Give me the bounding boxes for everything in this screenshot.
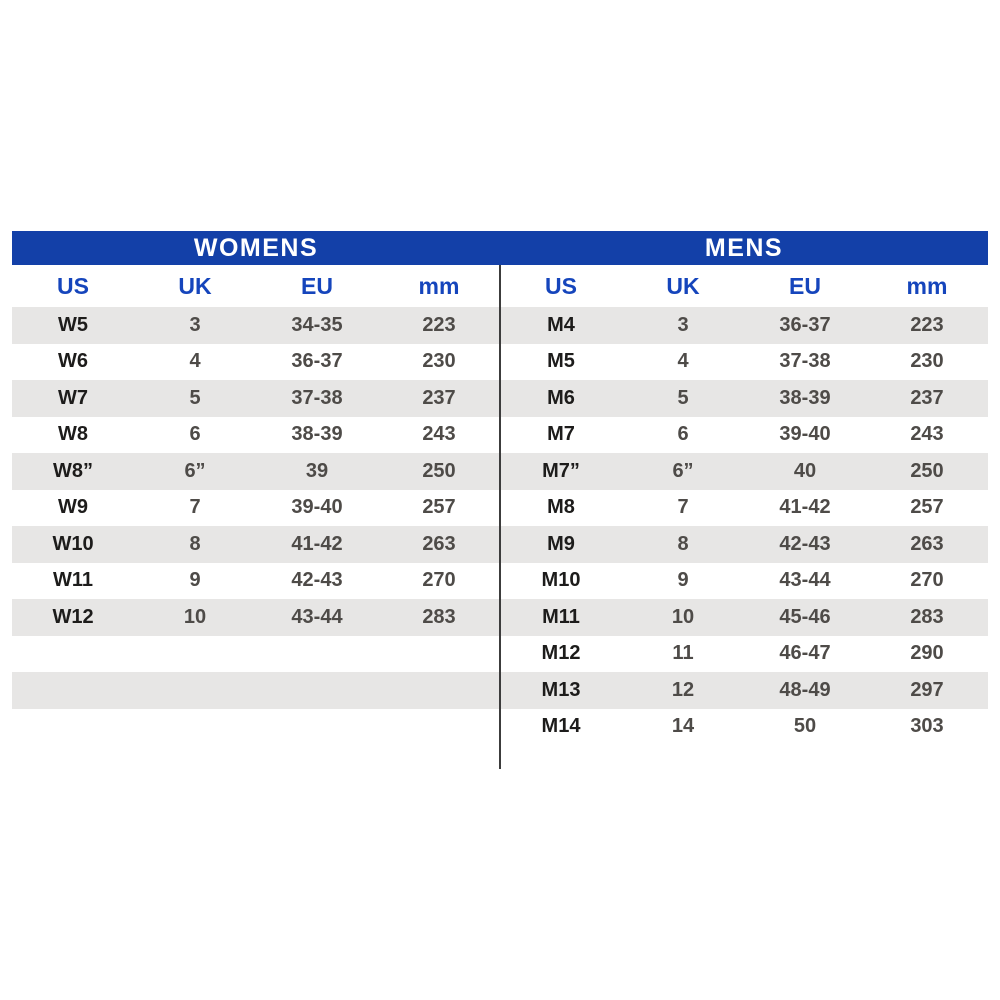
size-value-cell: 36-37 <box>291 350 343 373</box>
size-value-cell: 250 <box>910 459 944 482</box>
size-value-cell: 6” <box>672 459 694 482</box>
size-value-cell: 40 <box>793 459 817 482</box>
size-value-cell: 3 <box>677 313 689 336</box>
table-row <box>500 599 988 636</box>
size-value-cell: 3 <box>189 313 201 336</box>
size-label-cell: W7 <box>58 386 88 409</box>
column-header-mm: mm <box>906 272 948 299</box>
size-value-cell: 243 <box>910 423 944 446</box>
chart-title-bar <box>12 231 988 265</box>
size-label-cell: M5 <box>547 350 575 373</box>
size-value-cell: 263 <box>910 532 944 555</box>
size-label-cell: M14 <box>541 715 581 738</box>
table-row <box>12 417 500 454</box>
size-label-cell: M7” <box>542 459 580 482</box>
size-value-cell: 263 <box>422 532 456 555</box>
size-value-cell: 257 <box>422 496 456 519</box>
size-value-cell: 11 <box>672 642 694 665</box>
table-row <box>500 344 988 381</box>
size-value-cell: 237 <box>422 386 456 409</box>
size-value-cell: 38-39 <box>291 423 343 446</box>
size-value-cell: 6 <box>677 423 689 446</box>
table-row <box>12 307 500 344</box>
table-row <box>12 563 500 600</box>
size-value-cell: 4 <box>189 350 201 373</box>
size-value-cell: 46-47 <box>779 642 831 665</box>
size-value-cell: 9 <box>677 569 689 592</box>
table-row <box>500 453 988 490</box>
size-value-cell: 303 <box>910 715 944 738</box>
size-value-cell: 43-44 <box>779 569 831 592</box>
column-header-us: US <box>57 272 89 299</box>
size-label-cell: M9 <box>547 532 575 555</box>
size-label-cell: W8” <box>53 459 93 482</box>
size-value-cell: 43-44 <box>291 605 343 628</box>
size-value-cell: 223 <box>910 313 944 336</box>
column-header-us: US <box>545 272 577 299</box>
size-value-cell: 4 <box>677 350 689 373</box>
mens-section-title: MENS <box>704 234 784 262</box>
shoe-size-chart <box>12 231 988 745</box>
column-header-eu: EU <box>789 272 821 299</box>
size-value-cell: 45-46 <box>779 605 831 628</box>
size-value-cell: 223 <box>422 313 456 336</box>
table-row <box>12 526 500 563</box>
size-value-cell: 283 <box>422 605 456 628</box>
size-label-cell: W12 <box>52 605 94 628</box>
womens-section-title: WOMENS <box>193 234 319 262</box>
size-value-cell: 9 <box>189 569 201 592</box>
table-row-empty <box>12 709 500 746</box>
table-row <box>500 709 988 746</box>
column-header-mm: mm <box>418 272 460 299</box>
size-label-cell: M12 <box>541 642 581 665</box>
size-value-cell: 42-43 <box>291 569 343 592</box>
size-label-cell: M4 <box>547 313 575 336</box>
size-value-cell: 37-38 <box>779 350 831 373</box>
size-value-cell: 48-49 <box>779 678 831 701</box>
table-row <box>500 307 988 344</box>
size-value-cell: 283 <box>910 605 944 628</box>
size-label-cell: W5 <box>58 313 88 336</box>
size-value-cell: 6 <box>189 423 201 446</box>
size-value-cell: 41-42 <box>779 496 831 519</box>
size-value-cell: 14 <box>671 715 695 738</box>
size-label-cell: M11 <box>542 605 580 628</box>
size-value-cell: 7 <box>189 496 201 519</box>
table-row <box>12 490 500 527</box>
section-divider-line <box>499 265 501 769</box>
table-row <box>500 526 988 563</box>
mens-table <box>500 265 988 745</box>
size-value-cell: 250 <box>422 459 456 482</box>
column-header-eu: EU <box>301 272 333 299</box>
table-row <box>500 563 988 600</box>
column-header-uk: UK <box>666 272 700 299</box>
size-value-cell: 7 <box>677 496 689 519</box>
size-value-cell: 8 <box>677 532 689 555</box>
size-label-cell: W8 <box>58 423 88 446</box>
table-row <box>12 344 500 381</box>
size-value-cell: 6” <box>184 459 206 482</box>
size-label-cell: M10 <box>541 569 581 592</box>
size-value-cell: 50 <box>793 715 817 738</box>
size-label-cell: M8 <box>547 496 575 519</box>
size-value-cell: 270 <box>910 569 944 592</box>
size-value-cell: 38-39 <box>779 386 831 409</box>
size-value-cell: 8 <box>189 532 201 555</box>
size-label-cell: M13 <box>541 678 581 701</box>
table-row <box>12 380 500 417</box>
size-value-cell: 237 <box>910 386 944 409</box>
size-label-cell: W10 <box>52 532 94 555</box>
size-label-cell: M7 <box>547 423 575 446</box>
table-row-empty <box>12 636 500 673</box>
column-header-row <box>500 265 988 307</box>
size-value-cell: 41-42 <box>291 532 343 555</box>
size-value-cell: 39-40 <box>779 423 831 446</box>
size-value-cell: 5 <box>677 386 689 409</box>
size-value-cell: 243 <box>422 423 456 446</box>
table-row-empty <box>12 672 500 709</box>
table-row <box>12 453 500 490</box>
size-value-cell: 270 <box>422 569 456 592</box>
size-value-cell: 290 <box>910 642 944 665</box>
table-row <box>12 599 500 636</box>
table-row <box>500 636 988 673</box>
table-row <box>500 490 988 527</box>
size-label-cell: M6 <box>547 386 575 409</box>
table-row <box>500 417 988 454</box>
size-value-cell: 42-43 <box>779 532 831 555</box>
size-value-cell: 37-38 <box>291 386 343 409</box>
tables-container <box>12 265 988 745</box>
size-value-cell: 39 <box>305 459 329 482</box>
size-value-cell: 5 <box>189 386 201 409</box>
column-header-row <box>12 265 500 307</box>
size-value-cell: 230 <box>910 350 944 373</box>
size-value-cell: 297 <box>910 678 944 701</box>
size-value-cell: 257 <box>910 496 944 519</box>
table-row <box>500 380 988 417</box>
size-label-cell: W9 <box>58 496 88 519</box>
size-value-cell: 39-40 <box>291 496 343 519</box>
size-value-cell: 10 <box>671 605 695 628</box>
size-label-cell: W6 <box>58 350 88 373</box>
size-value-cell: 34-35 <box>291 313 343 336</box>
size-value-cell: 230 <box>422 350 456 373</box>
size-value-cell: 36-37 <box>779 313 831 336</box>
size-label-cell: W11 <box>52 569 94 592</box>
size-value-cell: 10 <box>183 605 207 628</box>
column-header-uk: UK <box>178 272 212 299</box>
womens-table <box>12 265 500 745</box>
size-value-cell: 12 <box>671 678 695 701</box>
table-row <box>500 672 988 709</box>
